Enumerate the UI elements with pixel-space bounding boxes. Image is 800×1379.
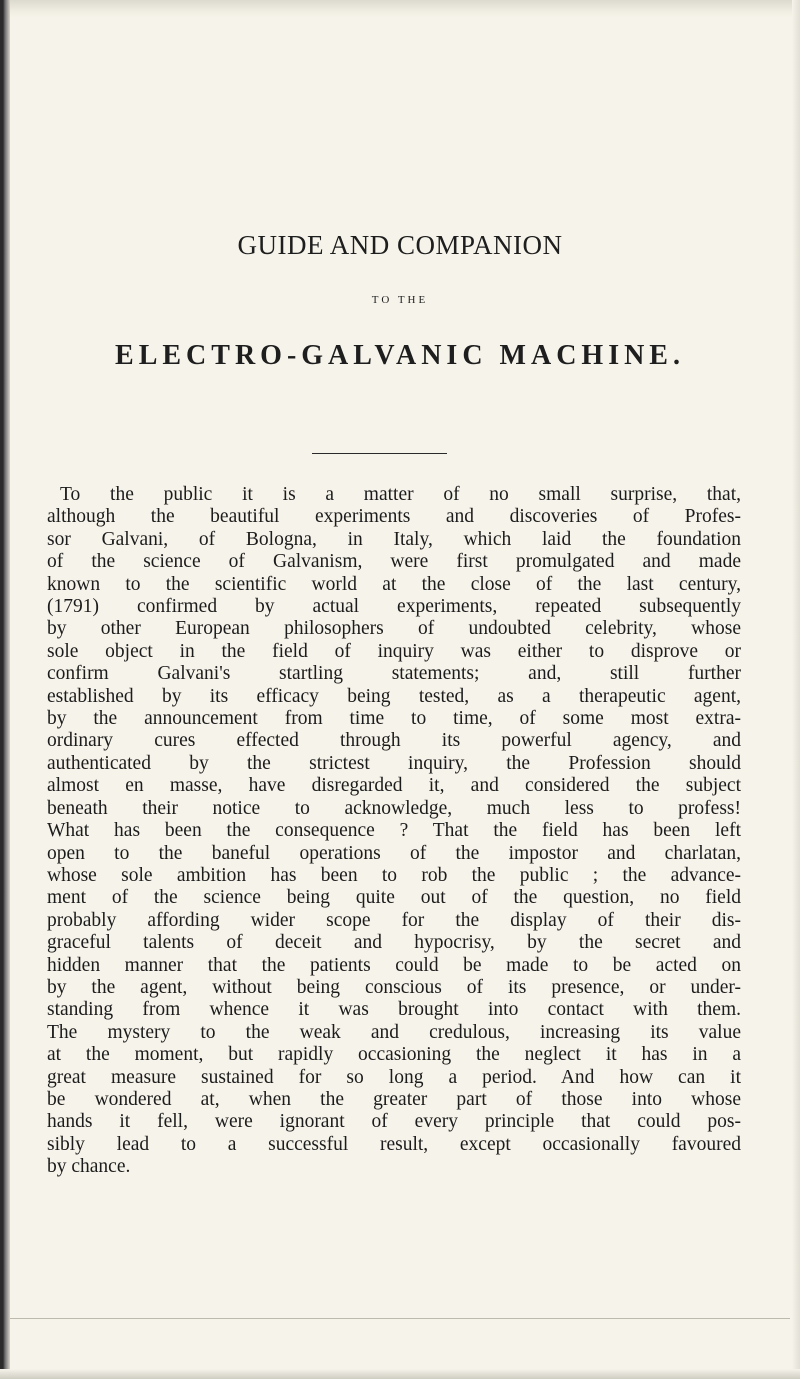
paragraph-line: ordinary cures effected through its powerful agency, and [47,730,741,752]
paragraph-line: although the beautiful experiments and discoveries of Profes- [47,506,741,528]
paragraph-line: whose sole ambition has been to rob the public ; the advance- [47,864,741,886]
paragraph-line: hidden manner that the patients could be made to be acted on [47,954,741,976]
paragraph-line: by the announcement from time to time, of some most extra- [47,708,741,730]
paragraph-line: sor Galvani, of Bologna, in Italy, which laid the foundation [47,528,741,550]
page-bottom-edge [0,1369,800,1379]
paragraph-line: beneath their notice to acknowledge, much less to profess! [47,797,741,819]
paragraph-line: open to the baneful operations of the impostor and charlatan, [47,842,741,864]
paragraph-line: sibly lead to a successful result, except occasionally favoured [47,1133,741,1155]
page-subtitle: TO THE [371,294,429,306]
page-title: GUIDE AND COMPANION [237,230,563,260]
page-bottom-rule [10,1318,790,1319]
page-right-edge [792,0,800,1379]
paragraph-line: sole object in the field of inquiry was either to disprove or [47,640,741,662]
paragraph-line: To the public it is a matter of no small surprise, that, [60,484,741,505]
page-top-edge [0,0,800,18]
paragraph-line: graceful talents of deceit and hypocrisy, by the secret and [47,932,741,954]
paragraph-line: great measure sustained for so long a period. And how can it [47,1066,741,1088]
paragraph-line: confirm Galvani's startling statements; and, still further [47,663,741,685]
paragraph-line: by the agent, without being conscious of its presence, or under- [47,976,741,998]
paragraph-line: almost en masse, have disregarded it, and considered the subject [47,775,741,797]
paragraph-line: by chance. [47,1156,131,1178]
paragraph-line: The mystery to the weak and credulous, increasing its value [47,1021,741,1043]
paragraph-line: hands it fell, were ignorant of every principle that could pos- [47,1111,741,1133]
paragraph-line: ment of the science being quite out of the question, no field [47,887,741,909]
paragraph-line: (1791) confirmed by actual experiments, repeated subsequently [47,596,741,618]
paragraph-line: What has been the consequence ? That the field has been left [47,820,741,842]
paragraph-line: standing from whence it was brought into contact with them. [47,999,741,1021]
paragraph-line: authenticated by the strictest inquiry, the Profession should [47,752,741,774]
book-spine-edge [0,0,10,1379]
paragraph-line: of the science of Galvanism, were first promulgated and made [47,551,741,573]
paragraph-line: established by its efficacy being tested, as a therapeutic agent, [47,685,741,707]
title-divider [312,453,447,454]
body-paragraph [47,484,741,1179]
paragraph-line: be wondered at, when the greater part of those into whose [47,1088,741,1110]
paragraph-line: known to the scientific world at the close of the last century, [47,573,741,595]
paragraph-line: at the moment, but rapidly occasioning the neglect it has in a [47,1044,741,1066]
machine-title: ELECTRO-GALVANIC MACHINE. [115,340,685,371]
paragraph-line: probably affording wider scope for the display of their dis- [47,909,741,931]
paragraph-line: by other European philosophers of undoubted celebrity, whose [47,618,741,640]
